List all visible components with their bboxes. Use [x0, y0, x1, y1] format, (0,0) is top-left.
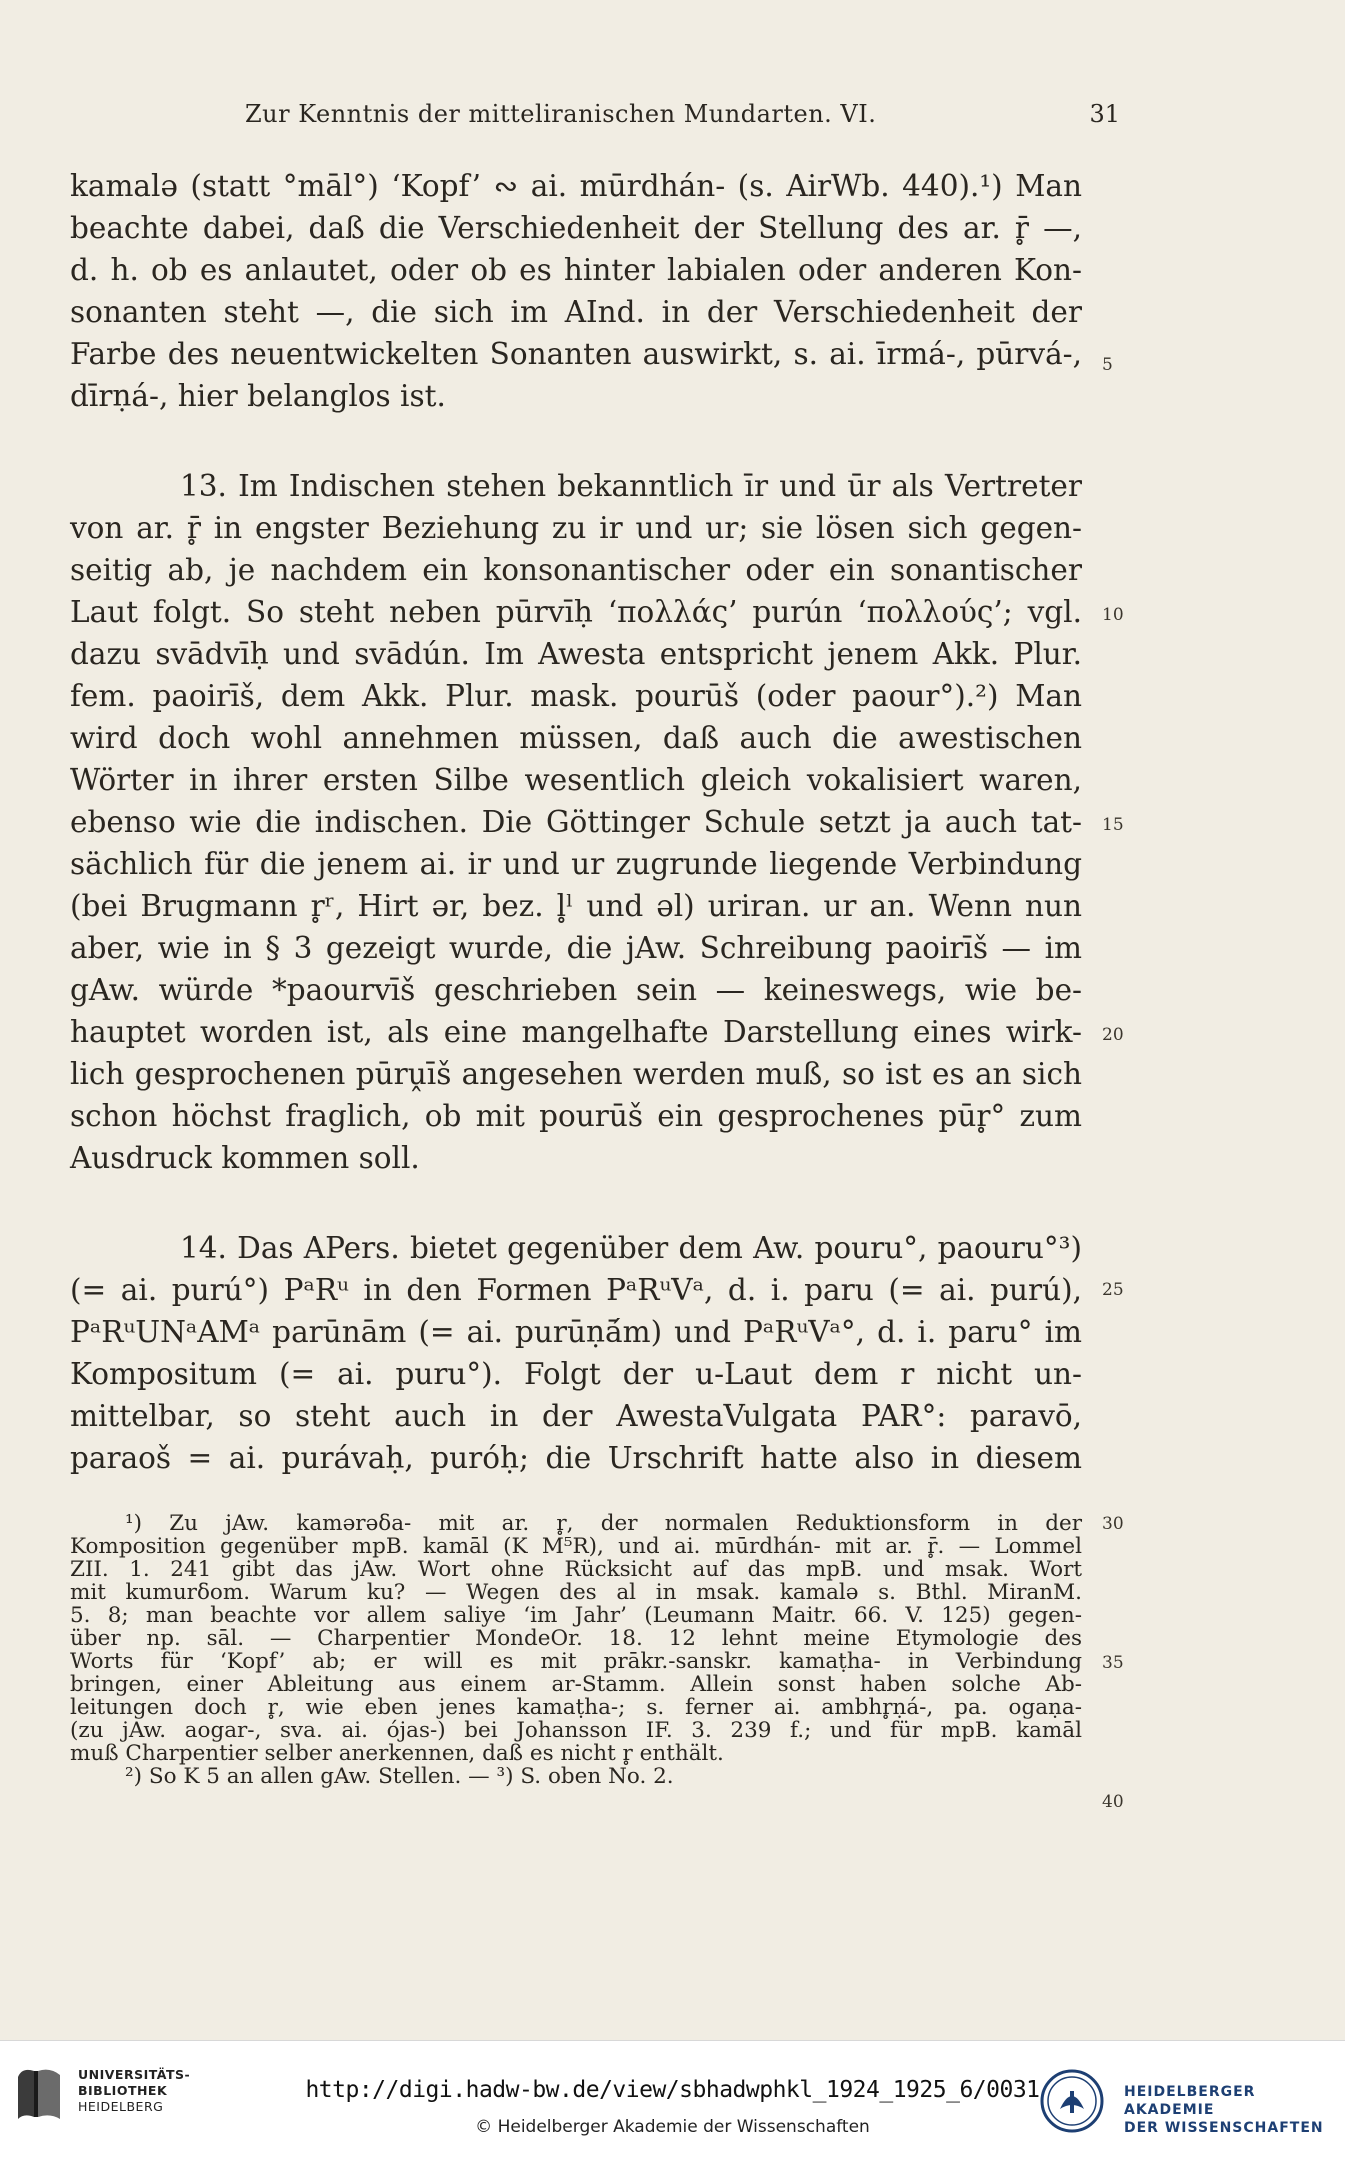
line-number: 35	[1102, 1653, 1124, 1673]
line-number: 20	[1102, 1025, 1124, 1045]
line-number: 10	[1102, 605, 1124, 625]
footnote-line: 5. 8; man beachte vor allem saliye ‘im Jahr’ (Leumann Maitr. 66. V. 125) gegen-	[70, 1603, 1082, 1628]
line-number: 40	[1102, 1792, 1124, 1812]
footnote-line: leitungen doch r̥, wie eben jenes kamaṭha-; s. ferner ai. ambhr̥ṇá-, pa. ogaṇa-	[70, 1695, 1082, 1720]
body-line: d. h. ob es anlautet, oder ob es hinter labialen oder anderen Kon-	[70, 253, 1082, 287]
footnote-line: Worts für ‘Kopf’ ab; er will es mit prākr.-sanskr. kamaṭha- in Verbindung	[70, 1649, 1082, 1674]
academy-seal-icon[interactable]	[1040, 2069, 1104, 2133]
header-title: Zur Kenntnis der mitteliranischen Mundarten. VI.	[245, 100, 877, 128]
ub-name-line: UNIVERSITÄTS-	[78, 2067, 191, 2082]
body-line: ebenso wie die indischen. Die Göttinger Schule setzt ja auch tat-	[70, 805, 1082, 839]
ub-name-line: HEIDELBERG	[78, 2099, 164, 2114]
line-number: 30	[1102, 1514, 1124, 1534]
footnote-line: muß Charpentier selber anerkennen, daß es nicht r̥ enthält.	[70, 1741, 724, 1766]
body-line: dīrṇá-, hier belanglos ist.	[70, 379, 446, 413]
footnote-line: ²) So K 5 an allen gAw. Stellen. — ³) S. oben No. 2.	[125, 1764, 674, 1789]
line-number: 15	[1102, 815, 1124, 835]
body-line: seitig ab, je nachdem ein konsonantischer oder ein sonantischer	[70, 553, 1082, 587]
body-line: schon höchst fraglich, ob mit pourūš ein gesprochenes pūr̥° zum	[70, 1099, 1082, 1133]
body-line: (bei Brugmann r̥ʳ, Hirt ər, bez. l̥ˡ und əl) uriran. ur an. Wenn nun	[70, 889, 1082, 923]
footnote-line: über np. sāl. — Charpentier MondeOr. 18. 12 lehnt meine Etymologie des	[70, 1626, 1082, 1651]
body-line: PᵃRᵘUNᵃAMᵃ parūnām (= ai. purūṇā́m) und PᵃRᵘVᵃ°, d. i. paru° im	[70, 1315, 1082, 1349]
body-line: lich gesprochenen pūrṷīš angesehen werden muß, so ist es an sich	[70, 1057, 1082, 1091]
running-header	[70, 100, 1120, 140]
footnote-line: bringen, einer Ableitung aus einem ar-Stamm. Allein sonst haben solche Ab-	[70, 1672, 1082, 1697]
body-line: paraoš = ai. purávaḥ, puróḥ; die Urschrift hatte also in diesem	[70, 1441, 1082, 1475]
viewer-footer	[0, 2040, 1345, 2157]
body-line: sächlich für die jenem ai. ir und ur zugrunde liegende Verbindung	[70, 847, 1082, 881]
body-line: Ausdruck kommen soll.	[70, 1141, 420, 1175]
body-line: Farbe des neuentwickelten Sonanten auswirkt, s. ai. īrmá-, pūrvá-,	[70, 337, 1082, 371]
body-line: dazu svādvīḥ und svādún. Im Awesta entspricht jenem Akk. Plur.	[70, 637, 1082, 671]
body-line: (= ai. purú°) PᵃRᵘ in den Formen PᵃRᵘVᵃ, d. i. paru (= ai. purú),	[70, 1273, 1082, 1307]
ub-name-line: BIBLIOTHEK	[78, 2083, 168, 2098]
section-13-start: 13. Im Indischen stehen bekanntlich īr und ūr als Vertreter	[180, 469, 1082, 503]
footnote-line: Komposition gegenüber mpB. kamāl (K M⁵R), und ai. mūrdhán- mit ar. r̥̄. — Lommel	[70, 1534, 1082, 1559]
body-line: fem. paoirīš, dem Akk. Plur. mask. pourūš (oder paour°).²) Man	[70, 679, 1082, 713]
body-line: gAw. würde *paourvīš geschrieben sein — keineswegs, wie be-	[70, 973, 1082, 1007]
line-number: 5	[1102, 355, 1113, 375]
body-line: beachte dabei, daß die Verschiedenheit der Stellung des ar. r̥̄ —,	[70, 211, 1082, 245]
body-line: hauptet worden ist, als eine mangelhafte Darstellung eines wirk-	[70, 1015, 1082, 1049]
body-line: Laut folgt. So steht neben pūrvīḥ ‘πολλάς’ purún ‘πολλούς’; vgl.	[70, 595, 1082, 629]
body-line: aber, wie in § 3 gezeigt wurde, die jAw. Schreibung paoirīš — im	[70, 931, 1082, 965]
academy-name	[1124, 2083, 1345, 2137]
body-line: von ar. r̥̄ in engster Beziehung zu ir und ur; sie lösen sich gegen-	[70, 511, 1082, 545]
page-number: 31	[1089, 100, 1120, 128]
body-line: sonanten steht —, die sich im AInd. in der Verschiedenheit der	[70, 295, 1082, 329]
academy-name-line: HEIDELBERGER AKADEMIE	[1124, 2084, 1256, 2118]
permalink-url[interactable]: http://digi.hadw-bw.de/view/sbhadwphkl_1924_1925_6/0031	[305, 2077, 1040, 2103]
footnote-line: ZII. 1. 241 gibt das jAw. Wort ohne Rücksicht auf das mpB. und msak. Wort	[70, 1557, 1082, 1582]
body-line: wird doch wohl annehmen müssen, daß auch die awestischen	[70, 721, 1082, 755]
footnote-line: (zu jAw. aogar-, sva. ai. ójas-) bei Johansson IF. 3. 239 f.; und für mpB. kamāl	[70, 1718, 1082, 1743]
body-line: Kompositum (= ai. puru°). Folgt der u-Laut dem r nicht un-	[70, 1357, 1082, 1391]
academy-name-line: DER WISSENSCHAFTEN	[1124, 2120, 1324, 2136]
line-number: 25	[1102, 1280, 1124, 1300]
body-line: Wörter in ihrer ersten Silbe wesentlich gleich vokalisiert waren,	[70, 763, 1082, 797]
body-line: mittelbar, so steht auch in der AwestaVulgata PAR°: paravō,	[70, 1399, 1082, 1433]
section-14-start: 14. Das APers. bietet gegenüber dem Aw. pouru°, paouru°³)	[180, 1231, 1082, 1265]
footnote-line: mit kumurδom. Warum ku? — Wegen des al in msak. kamalə s. Bthl. MiranM.	[70, 1580, 1082, 1605]
copyright-notice: © Heidelberger Akademie der Wissenschaften	[475, 2117, 870, 2137]
footnote-line: ¹) Zu jAw. kamərəδa- mit ar. r̥, der normalen Reduktionsform in der	[125, 1511, 1082, 1536]
body-line: kamalə (statt °māl°) ‘Kopf’ ∾ ai. mūrdhán- (s. AirWb. 440).¹) Man	[70, 169, 1082, 203]
